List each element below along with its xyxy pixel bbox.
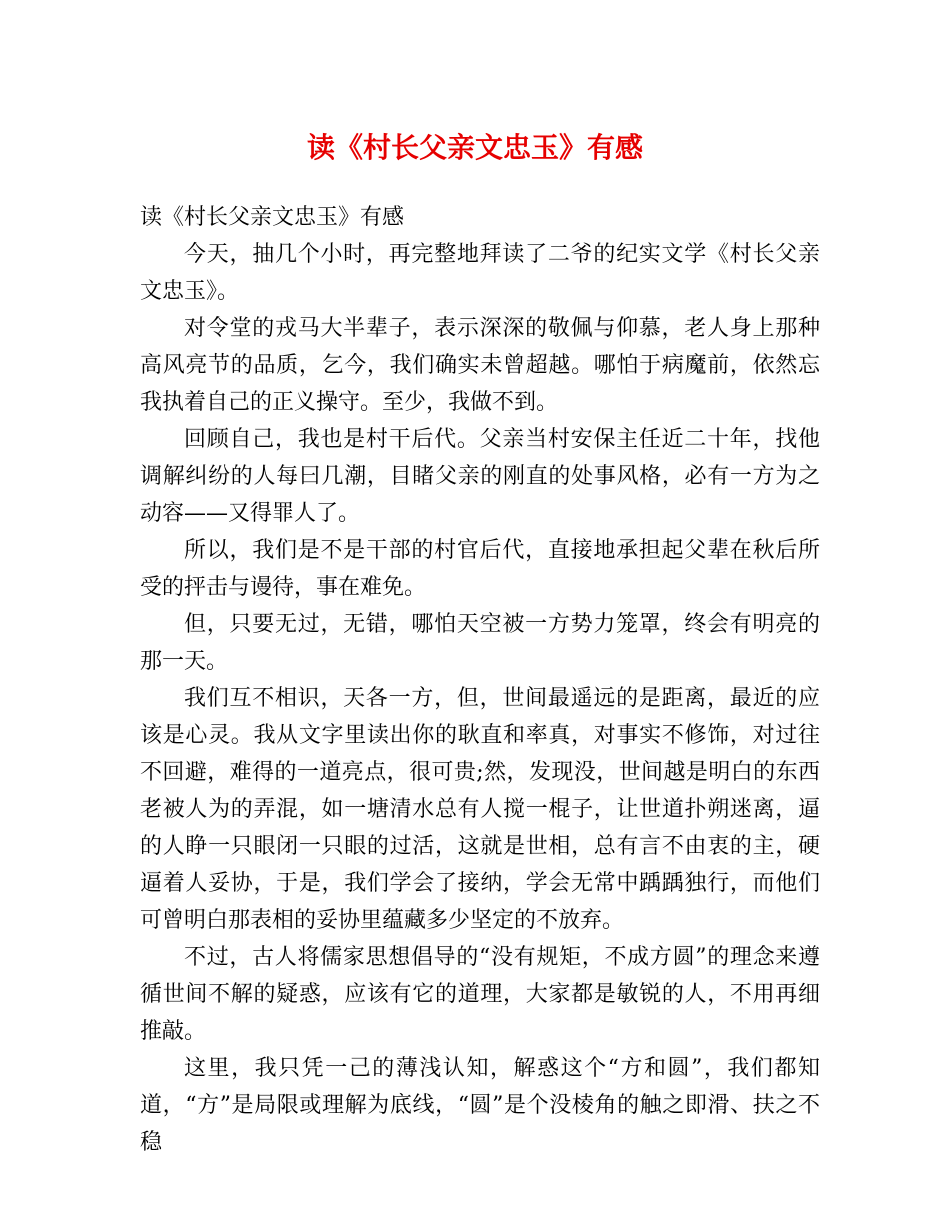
paragraph-1: 今天，抽几个小时，再完整地拜读了二爷的纪实文学《村长父亲文忠玉》。 xyxy=(140,242,820,304)
paragraph-7: 不过，古人将儒家思想倡导的“没有规矩，不成方圆”的理念来遵循世间不解的疑惑，应该有它的道理，大家都是敏锐的人，不用再细推敲。 xyxy=(140,945,820,1044)
paragraph-5: 但，只要无过，无错，哪怕天空被一方势力笼罩，终会有明亮的那一天。 xyxy=(140,612,820,674)
document-body xyxy=(140,199,820,1161)
paragraph-6: 我们互不相识，天各一方，但，世间最遥远的是距离，最近的应该是心灵。我从文字里读出你的耿直和率真，对事实不修饰，对过往不回避，难得的一道亮点，很可贵;然，发现没，世间越是明白的东西老被人为的弄混，如一塘清水总有人搅一棍子，让世道扑朔迷离，逼的人睁一只眼闭一只眼的过活，这就是世相，总有言不由衷的主，硬逼着人妥协，于是，我们学会了接纳，学会无常中踽踽独行，而他们可曾明白那表相的妥协里蕴藏多少坚定的不放弃。 xyxy=(140,686,820,933)
paragraph-2: 对令堂的戎马大半辈子，表示深深的敬佩与仰慕，老人身上那种高风亮节的品质，乞今，我们确实未曾超越。哪怕于病魔前，依然忘我执着自己的正义操守。至少，我做不到。 xyxy=(140,316,820,415)
paragraph-8: 这里，我只凭一己的薄浅认知，解惑这个“方和圆”，我们都知道，“方”是局限或理解为底线，“圆”是个没棱角的触之即滑、扶之不稳 xyxy=(140,1056,820,1155)
paragraph-3: 回顾自己，我也是村干后代。父亲当村安保主任近二十年，找他调解纠纷的人每曰几潮，目睹父亲的刚直的处事风格，必有一方为之动容——又得罪人了。 xyxy=(140,427,820,526)
paragraph-4: 所以，我们是不是干部的村官后代，直接地承担起父辈在秋后所受的抨击与谩待，事在难免。 xyxy=(140,538,820,600)
document-subtitle: 读《村长父亲文忠玉》有感 xyxy=(140,205,405,230)
document-title: 读《村长父亲文忠玉》有感 xyxy=(306,131,643,164)
